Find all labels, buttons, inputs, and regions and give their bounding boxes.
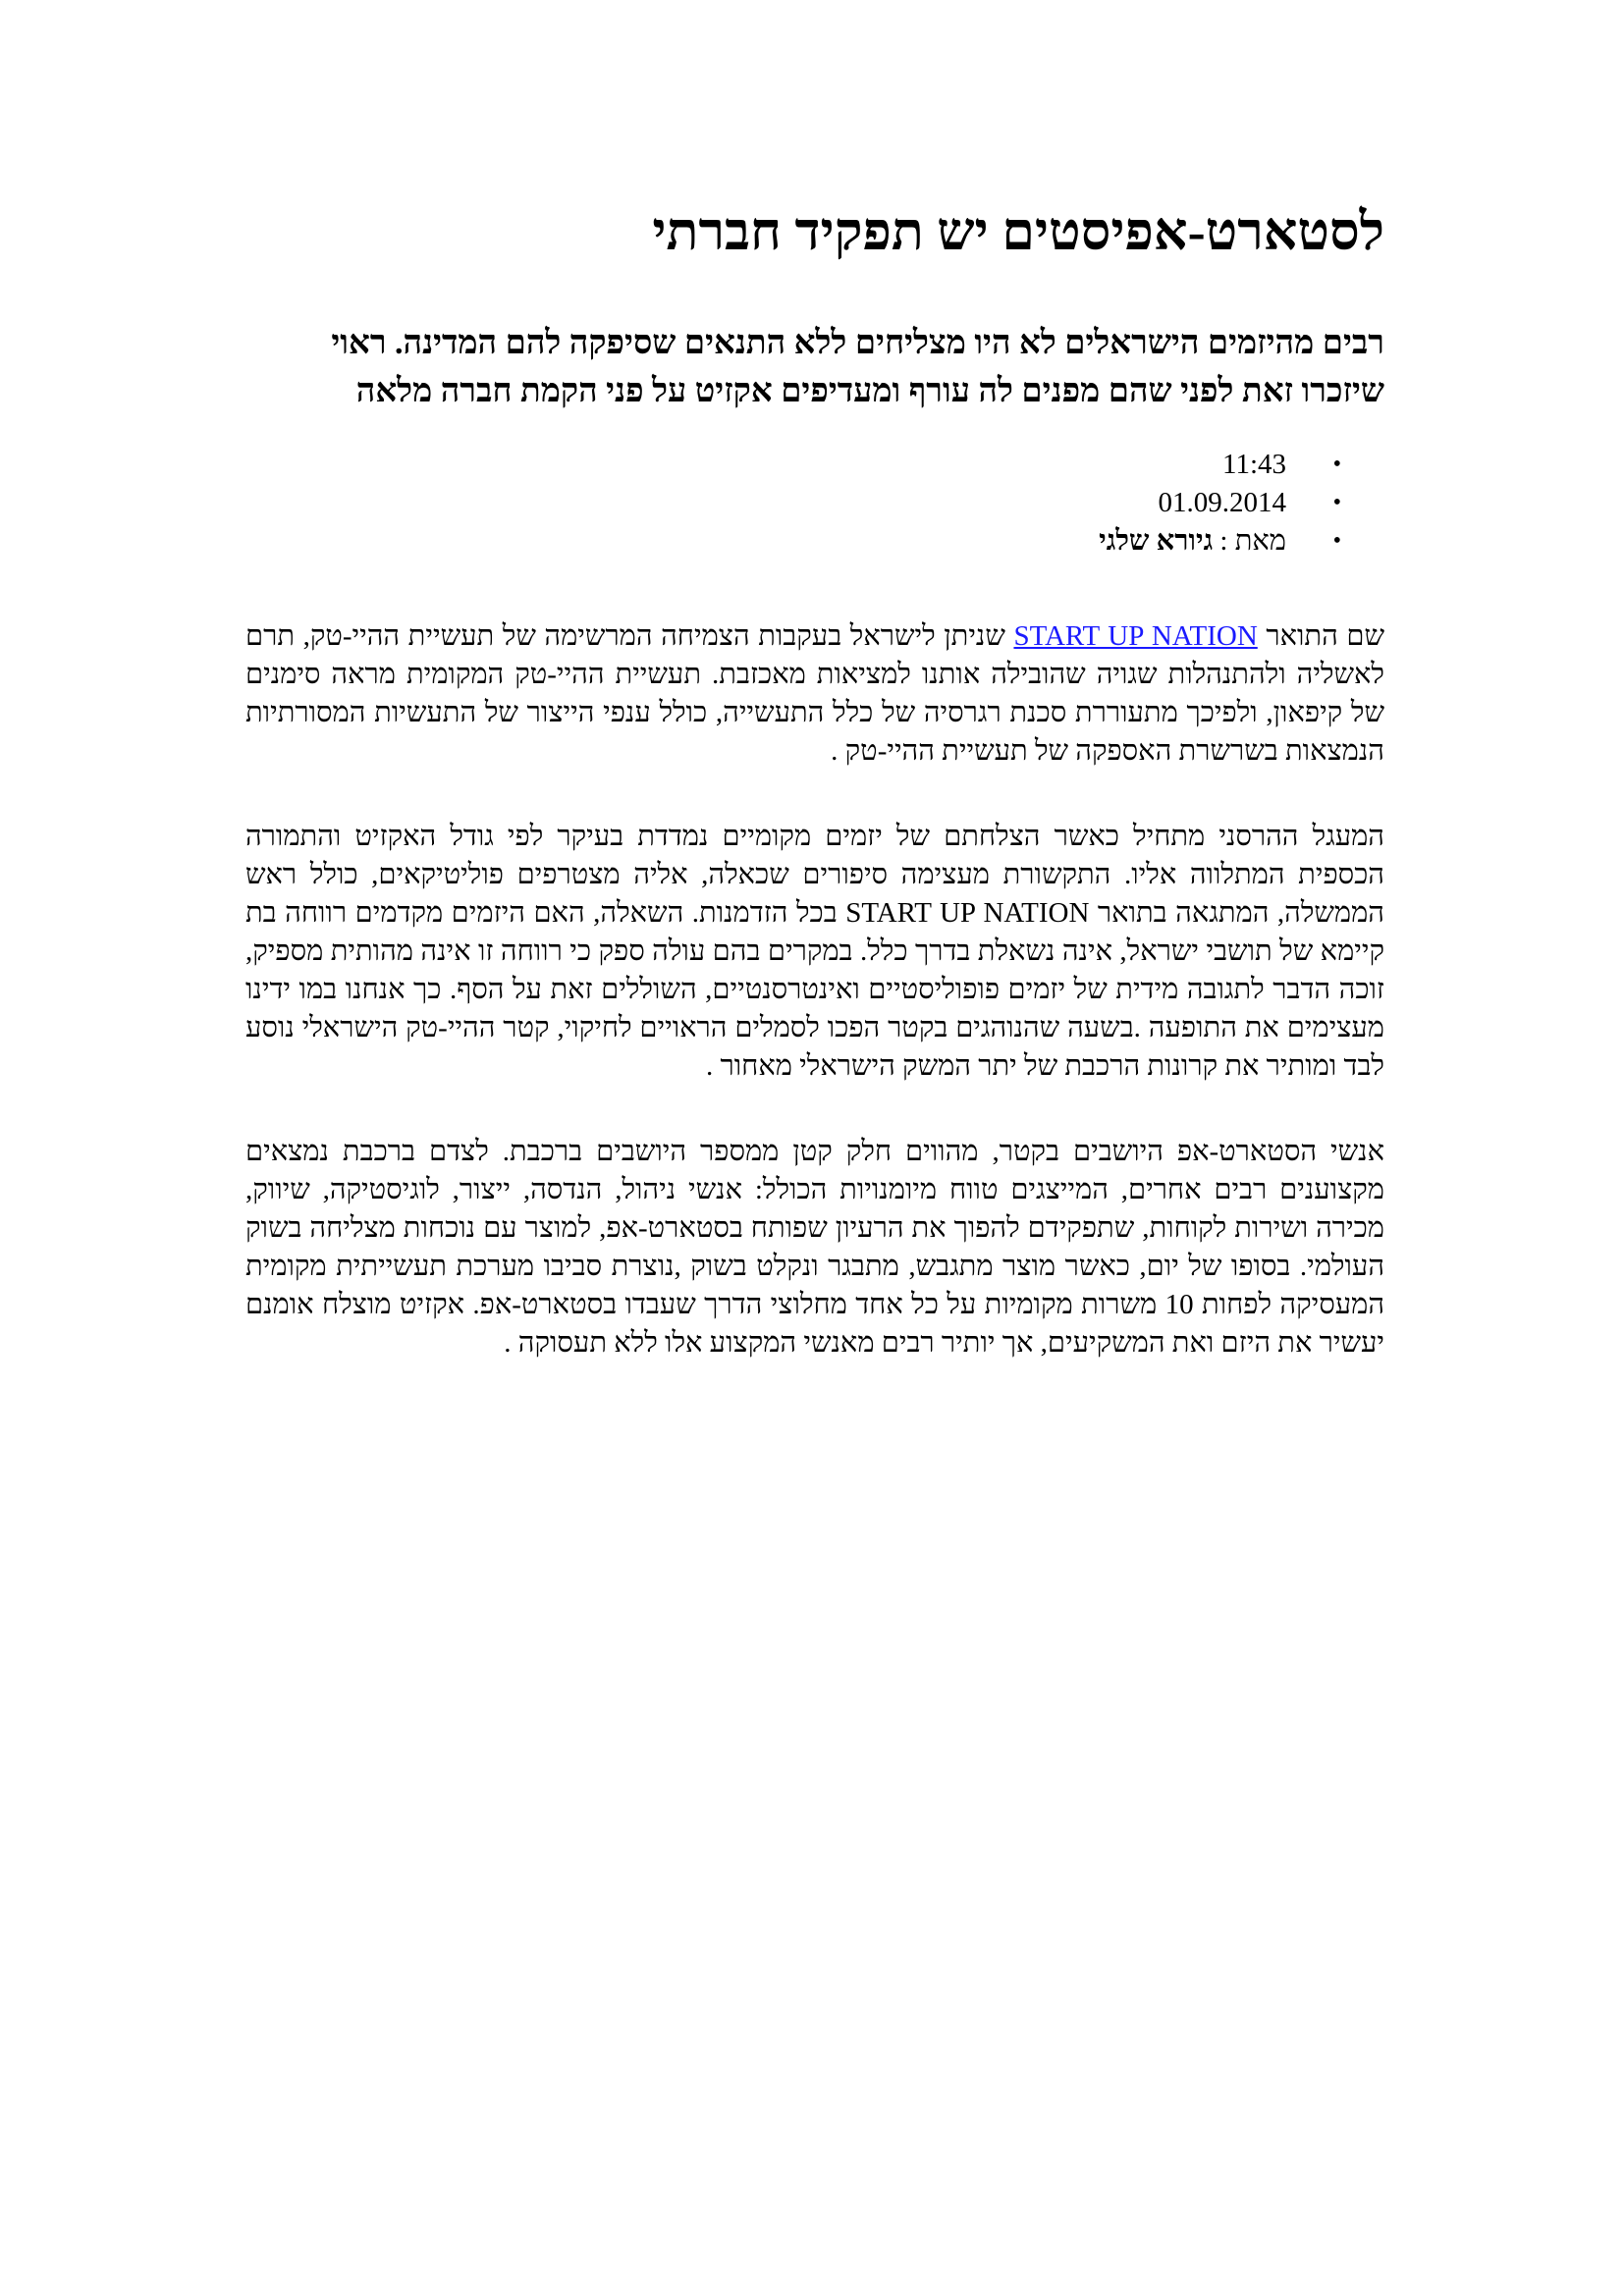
start-up-nation-link[interactable]: START UP NATION bbox=[1013, 619, 1258, 652]
meta-author-name: גיורא שלגי bbox=[1099, 524, 1214, 557]
article-title: לסטארט-אפיסטים יש תפקיד חברתי bbox=[652, 202, 1384, 261]
meta-time-item bbox=[245, 446, 1384, 484]
paragraph-3: אנשי הסטארט-אפ היושבים בקטר, מהווים חלק קטן ממספר היושבים ברכבת. לצדם ברכבת נמצאים מקצוענים רבים אחרים, המייצגים טווח מיומנויות הכולל: אנשי ניהול, הנדסה, ייצור, לוגיסטיקה, שיווק, מכירה ושירות לקוחות, שתפקידם להפוך את הרעיון שפותח בסטארט-אפ, למוצר עם נוכחות מצליחה בשוק העולמי. בסופו של יום, כאשר מוצר מתגבש, מתבגר ונקלט בשוק ,נוצרת סביבו מערכת תעשייתית מקומית המעסיקה לפחות 10 משרות מקומיות על כל אחד מחלוצי הדרך שעבדו בסטארט-אפ. אקזיט מוצלח אומנם יעשיר את היזם ואת המשקיעים, אך יותיר רבים מאנשי המקצוע אלו ללא תעסוקה . bbox=[245, 1135, 1384, 1359]
article-subtitle: רבים מהיזמים הישראלים לא היו מצליחים ללא התנאים שסיפקה להם המדינה. ראוי שיזכרו זאת לפני שהם מפנים לה עורף ומעדיפים אקזיט על פני הקמת חברה מלאה bbox=[331, 325, 1384, 410]
paragraph-2: המעגל ההרסני מתחיל כאשר הצלחתם של יזמים מקומיים נמדדת בעיקר לפי גודל האקזיט והתמורה הכספית המתלווה אליו. התקשורת מעצימה סיפורים שכאלה, אליה מצטרפים פוליטיקאים, כולל ראש הממשלה, המתגאה בתואר START UP NATION בכל הזדמנות. השאלה, האם היזמים מקדמים רווחה בת קיימא של תושבי ישראל, אינה נשאלת בדרך כלל. במקרים בהם עולה ספק כי רווחה זו אינה מהותית מספיק, זוכה הדבר לתגובה מידית של יזמים פופוליסטיים ואינטרסנטיים, השוללים זאת על הסף. כך אנחנו במו ידינו מעצימים את התופעה .בשעה שהנוהגים בקטר הפכו לסמלים הראויים לחיקוי, קטר ההיי-טק הישראלי נוסע לבד ומותיר את קרונות הרכבת של יתר המשק הישראלי מאחור . bbox=[245, 820, 1384, 1082]
paragraph-1-rest: שניתן לישראל בעקבות הצמיחה המרשימה של תעשיית ההיי-טק, תרם לאשליה ולהתנהלות שגויה שהובילה אותנו למציאות מאכזבת. תעשיית ההיי-טק המקומית מראה סימנים של קיפאון, ולפיכך מתעוררת סכנת רגרסיה של כלל התעשייה, כולל ענפי הייצור של התעשיות המסורתיות הנמצאות בשרשרת האספקה של תעשיית ההיי-טק . bbox=[245, 619, 1384, 767]
meta-author-item bbox=[245, 522, 1384, 561]
meta-author-label: מאת : bbox=[1219, 524, 1286, 557]
article bbox=[245, 201, 1384, 1362]
meta-time: 11:43 bbox=[1222, 448, 1286, 480]
paragraph-1-start: שם התואר bbox=[1257, 619, 1384, 652]
meta-date-item bbox=[245, 484, 1384, 522]
paragraph-1 bbox=[245, 617, 1384, 771]
article-meta-list bbox=[245, 446, 1384, 561]
meta-date: 01.09.2014 bbox=[1158, 486, 1286, 518]
